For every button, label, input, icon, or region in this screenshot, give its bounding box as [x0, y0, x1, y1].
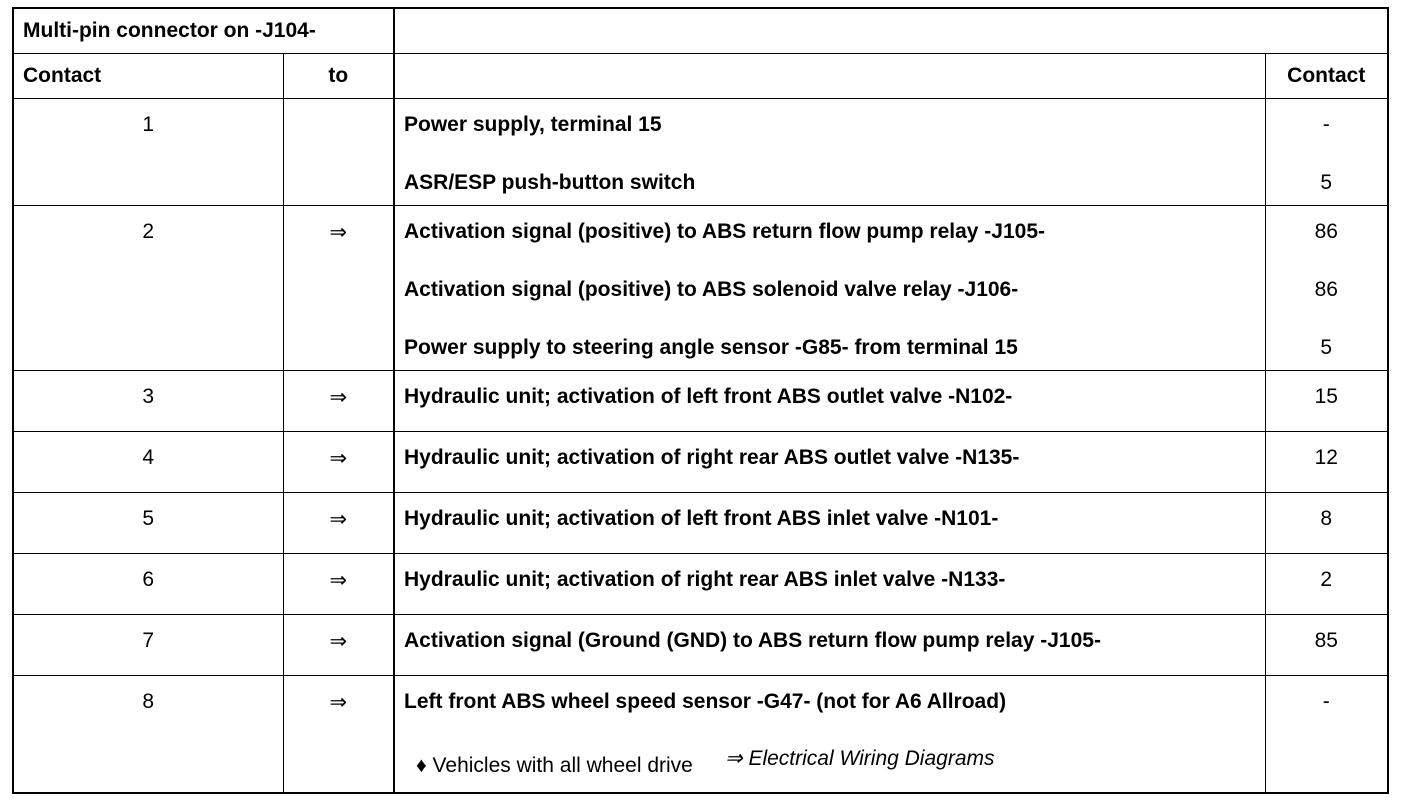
table-row [13, 493, 1388, 554]
contact-number: 6 [13, 554, 283, 615]
description-line: Hydraulic unit; activation of left front ABS inlet valve -N101- [404, 507, 999, 530]
header-to: to [283, 54, 394, 99]
description-cell [394, 371, 1265, 432]
table-row [13, 676, 1388, 794]
to-arrow: ⇒ [283, 493, 394, 554]
description-line: Hydraulic unit; activation of right rear ABS outlet valve -N135- [404, 446, 1020, 469]
to-arrow [283, 99, 394, 206]
contact-number: 1 [13, 99, 283, 206]
target-contact: 5 [1320, 336, 1333, 359]
to-arrow: ⇒ [283, 676, 394, 794]
description-line: ASR/ESP push-button switch [404, 171, 696, 194]
header-contact-right: Contact [1265, 54, 1388, 99]
target-contact-cell [1265, 99, 1388, 206]
target-contact: 2 [1265, 554, 1388, 615]
reference-arrow: ⇒ [725, 747, 743, 770]
wiring-diagrams-text: Electrical Wiring Diagrams [748, 747, 995, 770]
title-blank-cell [394, 8, 1388, 54]
description-cell [394, 206, 1265, 371]
target-contact: 86 [1314, 278, 1338, 301]
table-title: Multi-pin connector on -J104- [13, 8, 394, 54]
to-arrow: ⇒ [283, 432, 394, 493]
to-arrow: ⇒ [283, 615, 394, 676]
target-contact-cell [1265, 206, 1388, 371]
table-row [13, 206, 1388, 371]
description-line: Hydraulic unit; activation of right rear ABS inlet valve -N133- [404, 568, 1006, 591]
description-line: Power supply, terminal 15 [404, 113, 662, 136]
target-contact: 15 [1265, 371, 1388, 432]
description-line: Hydraulic unit; activation of left front ABS outlet valve -N102- [404, 385, 1013, 408]
header-contact: Contact [13, 54, 283, 99]
to-arrow: ⇒ [283, 371, 394, 432]
contact-number: 4 [13, 432, 283, 493]
contact-number: 3 [13, 371, 283, 432]
description-line: Power supply to steering angle sensor -G85- from terminal 15 [404, 336, 1018, 359]
contact-number: 2 [13, 206, 283, 371]
description-line: Activation signal (positive) to ABS solenoid valve relay -J106- [404, 278, 1019, 301]
table-row [13, 432, 1388, 493]
table-row [13, 99, 1388, 206]
contact-number: 5 [13, 493, 283, 554]
description-cell [394, 615, 1265, 676]
target-contact: 12 [1265, 432, 1388, 493]
wiring-diagrams-link[interactable] [725, 746, 995, 771]
to-arrow: ⇒ [283, 206, 394, 371]
contact-number: 8 [13, 676, 283, 794]
description-line: Left front ABS wheel speed sensor -G47- (not for A6 Allroad) [404, 690, 1007, 713]
header-description [394, 54, 1265, 99]
target-contact: 5 [1320, 171, 1333, 194]
to-arrow: ⇒ [283, 554, 394, 615]
target-contact: 86 [1314, 220, 1338, 243]
description-cell [394, 432, 1265, 493]
description-cell [394, 676, 1265, 794]
description-cell [394, 493, 1265, 554]
pin-assignment-table [12, 7, 1389, 794]
target-contact: - [1265, 676, 1388, 794]
target-contact: 8 [1265, 493, 1388, 554]
table-row [13, 371, 1388, 432]
description-line: Activation signal (positive) to ABS return flow pump relay -J105- [404, 220, 1045, 243]
table-row [13, 554, 1388, 615]
target-contact: 85 [1265, 615, 1388, 676]
description-line: Activation signal (Ground (GND) to ABS return flow pump relay -J105- [404, 629, 1101, 652]
contact-number: 7 [13, 615, 283, 676]
vehicle-note: ♦ Vehicles with all wheel drive [416, 754, 693, 777]
description-cell [394, 554, 1265, 615]
description-cell [394, 99, 1265, 206]
table-row [13, 615, 1388, 676]
target-contact: - [1322, 113, 1330, 136]
